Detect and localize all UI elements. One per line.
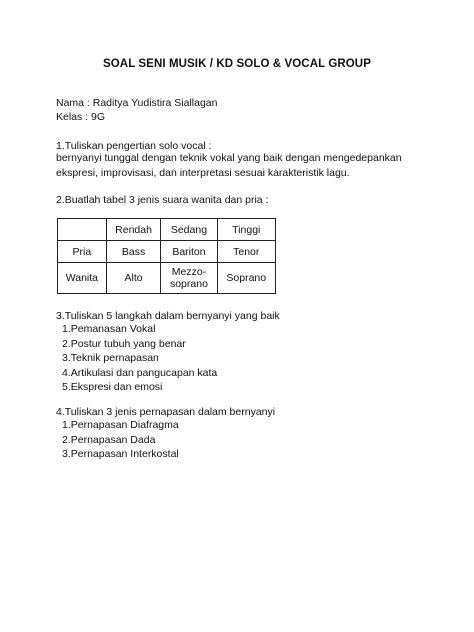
answer-1	[56, 151, 419, 181]
list-item: 3.Pernapasan Interkostal	[62, 448, 179, 460]
question-3: 3.Tuliskan 5 langkah dalam bernyanyi yang baik	[56, 310, 280, 322]
table-cell-mezzo	[161, 263, 217, 294]
table-header-cell: Sedang	[161, 219, 217, 241]
table-cell-line: soprano	[169, 278, 208, 290]
document-title: SOAL SENI MUSIK / KD SOLO & VOCAL GROUP	[102, 58, 371, 70]
voice-types-table	[57, 218, 276, 294]
table-cell: Soprano	[217, 263, 275, 294]
table-row	[58, 263, 276, 294]
table-cell: Tenor	[217, 241, 275, 263]
list-item: 1.Pemanasan Vokal	[62, 323, 156, 335]
table-cell: Wanita	[58, 263, 107, 294]
table-header-cell	[58, 219, 107, 241]
table-header-cell: Tinggi	[217, 219, 275, 241]
table-cell-line: Mezzo-	[171, 266, 207, 278]
question-1: 1.Tuliskan pengertian solo vocal :	[56, 140, 212, 152]
list-item: 4.Artikulasi dan pangucapan kata	[62, 366, 218, 379]
table-cell: Pria	[58, 241, 107, 263]
list-item: 2.Postur tubuh yang benar	[62, 337, 186, 350]
list-item: 3.Teknik pernapasan	[62, 352, 159, 364]
breathing-list	[62, 418, 179, 462]
table-cell: Bariton	[161, 241, 217, 263]
steps-list	[62, 322, 217, 395]
answer-1-line-1: bernyanyi tunggal dengan teknik vokal yang baik dengan mengedepankan	[56, 152, 402, 164]
table-cell: Bass	[106, 241, 161, 263]
list-item: 5.Ekspresi dan emosi	[62, 381, 163, 393]
list-item: 2.Pernapasan Dada	[62, 433, 156, 446]
question-2: 2.Buatlah tabel 3 jenis suara wanita dan pria :	[56, 194, 269, 206]
table-cell: Alto	[106, 263, 161, 294]
student-class: Kelas : 9G	[56, 111, 106, 123]
table-row	[58, 241, 276, 263]
list-item: 1.Pernapasan Diafragma	[62, 419, 179, 431]
question-4: 4.Tuliskan 3 jenis pernapasan dalam bernyanyi	[56, 406, 276, 418]
answer-1-line-2: ekspresi, improvisasi, dan interpretasi sesuai karakteristik lagu.	[56, 167, 350, 179]
student-name: Nama : Raditya Yudistira Siallagan	[56, 97, 218, 109]
table-header-row	[58, 219, 276, 241]
table-header-cell: Rendah	[106, 219, 161, 241]
